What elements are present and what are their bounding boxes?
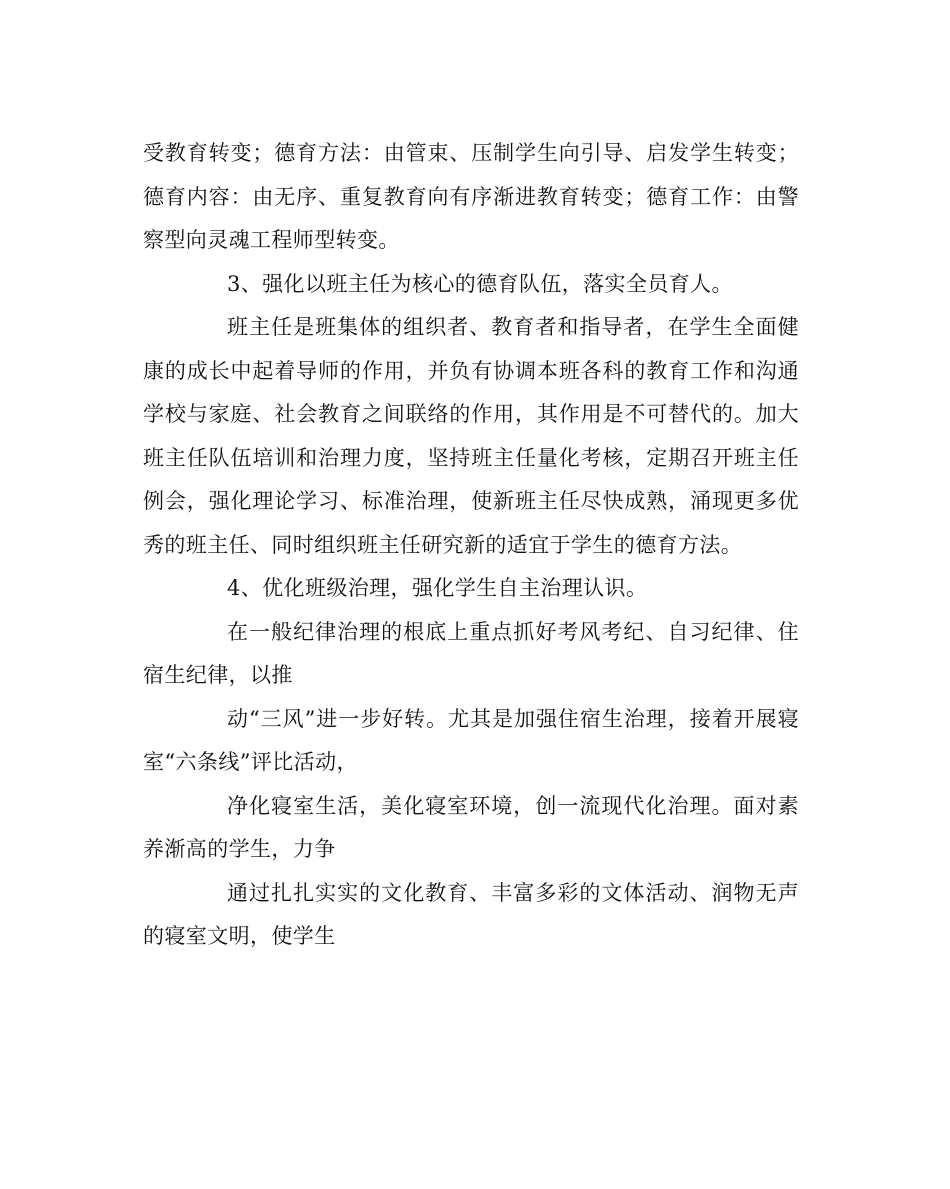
paragraph-culture-education: 通过扎扎实实的文化教育、丰富多彩的文体活动、润物无声的寝室文明，使学生 <box>143 880 799 948</box>
paragraph-continuation: 受教育转变；德育方法：由管束、压制学生向引导、启发学生转变；德育内容：由无序、重复教育向有序渐进教育转变；德育工作：由警察型向灵魂工程师型转变。 <box>143 141 799 252</box>
paragraph-dorm-life: 净化寝室生活，美化寝室环境，创一流现代化治理。面对素养渐高的学生，力争 <box>143 793 799 861</box>
document-page <box>143 132 799 959</box>
section-heading-3: 3、强化以班主任为核心的德育队伍，落实全员育人。 <box>227 271 733 296</box>
paragraph-three-styles: 动“三风”进一步好转。尤其是加强住宿生治理，接着开展寝室“六条线”评比活动， <box>143 706 799 774</box>
section-heading-4: 4、优化班级治理，强化学生自主治理认识。 <box>227 576 648 600</box>
paragraph-head-teacher: 班主任是班集体的组织者、教育者和指导者，在学生全面健康的成长中起着导师的作用，并负有协调本班各科的教育工作和沟通学校与家庭、社会教育之间联络的作用，其作用是不可替代的。加大班主任队伍培训和治理力度，坚持班主任量化考核，定期召开班主任例会，强化理论学习、标准治理，使新班主任尽快成熟，涌现更多优秀的班主任、同时组织班主任研究新的适宜于学生的德育方法。 <box>143 315 799 557</box>
paragraph-discipline: 在一般纪律治理的根底上重点抓好考风考纪、自习纪律、住宿生纪律，以推 <box>143 619 799 687</box>
